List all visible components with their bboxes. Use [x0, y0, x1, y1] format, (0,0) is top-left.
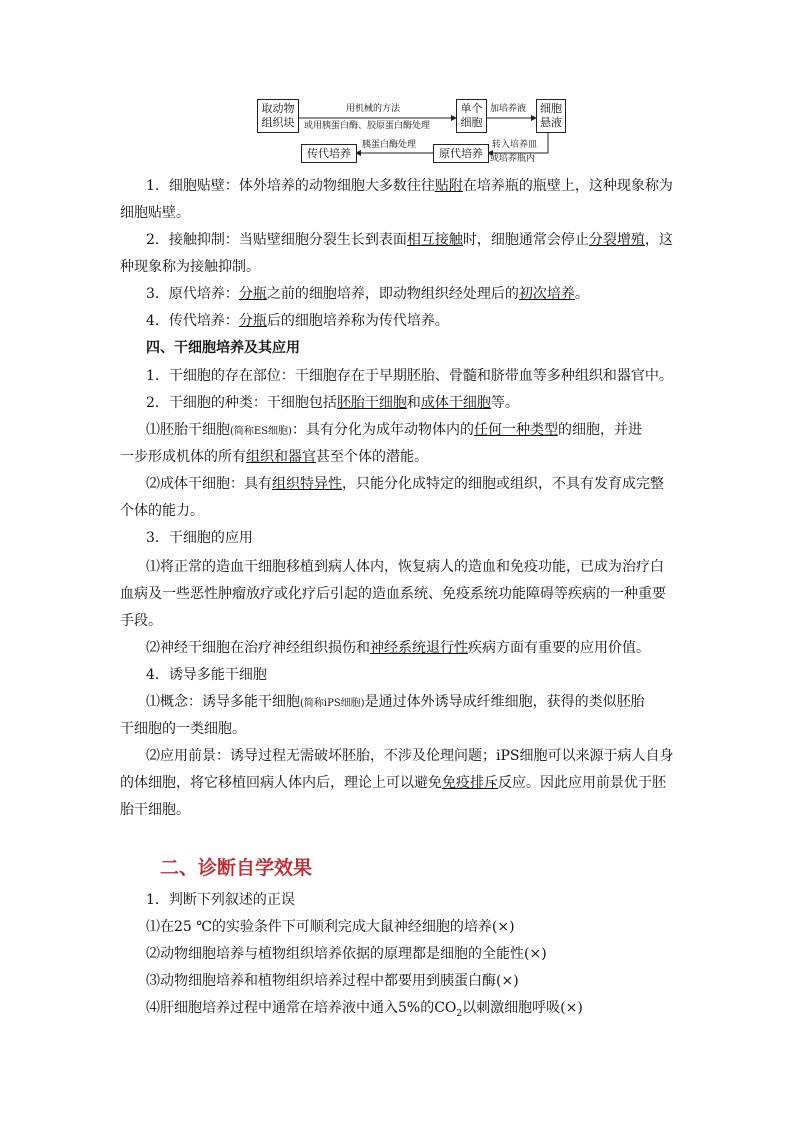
question-item-2: ⑵动物细胞培养与植物组织培养依据的原理都是细胞的全能性(×) — [146, 946, 547, 962]
section-title-self-check: 二、诊断自学效果 — [160, 857, 313, 879]
item-ips-prospects-cont: 的体细胞，将它移植回病人体内后，理论上可以避免免疫排斥反应。因此应用前景优于胚 — [120, 775, 666, 791]
item-stem-cell-location: 1．干细胞的存在部位：干细胞存在于早期胚胎、骨髓和脐带血等多种组织和器官中。 — [146, 368, 673, 384]
label-or-flask: 或培养瓶内 — [490, 154, 536, 164]
item-ips-prospects: ⑵应用前景：诱导过程无需破坏胚胎，不涉及伦理问题；iPS细胞可以来源于病人自身 — [146, 748, 674, 764]
label-transfer-dish: 转入培养皿 — [492, 140, 538, 150]
item-hematopoietic: ⑴将正常的造血干细胞移植到病人体内，恢复病人的造血和免疫功能，已成为治疗白 — [146, 559, 664, 575]
item-hematopoietic-cont: 血病及一些恶性肿瘤放疗或化疗后引起的造血系统、免疫系统功能障碍等疾病的一种重要 — [120, 586, 666, 602]
question-item-1: ⑴在25 ℃的实验条件下可顺利完成大鼠神经细胞的培养(×) — [146, 919, 515, 935]
question-item-3: ⑶动物细胞培养和植物组织培养过程中都要用到胰蛋白酶(×) — [146, 973, 519, 989]
item-adult-stem-cells-cont: 个体的能力。 — [120, 503, 204, 519]
question-item-4: ⑷肝细胞培养过程中通常在培养液中通入5%的$CO_2$以刺激细胞呼吸(×) — [146, 1000, 583, 1019]
item-stem-cell-types: 2．干细胞的种类：干细胞包括胚胎干细胞和成体干细胞等。 — [146, 395, 519, 411]
item-ips-concept: ⑴概念：诱导多能干细胞(简称iPS细胞)是通过体外诱导成纤维细胞，获得的类似胚胎 — [146, 694, 645, 710]
item-stem-cell-applications: 3．干细胞的应用 — [146, 530, 253, 546]
item-cell-adhesion-cont: 细胞贴壁。 — [120, 205, 190, 221]
item-passage-culture: 4．传代培养：分瓶后的细胞培养称为传代培养。 — [146, 313, 449, 329]
box-single-cell: 单个 细胞 — [456, 99, 487, 133]
label-add-medium: 加培养液 — [490, 104, 527, 114]
item-ips-concept-cont: 干细胞的一类细胞。 — [120, 721, 246, 737]
item-primary-culture: 3．原代培养：分瓶之前的细胞培养，即动物组织经处理后的初次培养。 — [146, 286, 589, 302]
item-ips-prospects-end: 胎干细胞。 — [120, 802, 190, 818]
item-contact-inhibition-cont: 种现象称为接触抑制。 — [120, 259, 260, 275]
box-cell-suspension: 细胞 悬液 — [536, 99, 566, 133]
heading-stem-cells: 四、干细胞培养及其应用 — [146, 340, 300, 356]
label-mechanical-method: 用机械的方法 — [346, 104, 401, 114]
item-contact-inhibition: 2．接触抑制：当贴壁细胞分裂生长到表面相互接触时，细胞通常会停止分裂增殖，这 — [146, 232, 673, 248]
box-primary-culture: 原代培养 — [433, 144, 489, 163]
box-tissue: 取动物 组织块 — [257, 99, 299, 133]
item-adult-stem-cells: ⑵成体干细胞：具有组织特异性，只能分化成特定的细胞或组织，不具有发育成完整 — [146, 476, 664, 492]
item-hematopoietic-end: 手段。 — [120, 613, 162, 629]
box-passage-culture: 传代培养 — [301, 144, 357, 163]
item-ips-heading: 4．诱导多能干细胞 — [146, 667, 267, 683]
item-cell-adhesion: 1．细胞贴壁：体外培养的动物细胞大多数往往贴附在培养瓶的瓶壁上，这种现象称为 — [146, 178, 673, 194]
cell-culture-flow-diagram — [250, 92, 570, 170]
label-trypsin-collagenase: 或用胰蛋白酶、胶原蛋白酶处理 — [304, 121, 431, 131]
question-true-false: 1．判断下列叙述的正误 — [146, 892, 295, 908]
item-neural-stem-cells: ⑵神经干细胞在治疗神经组织损伤和神经系统退行性疾病方面有重要的应用价值。 — [146, 640, 650, 656]
item-es-cells: ⑴胚胎干细胞(简称ES细胞)：具有分化为成年动物体内的任何一种类型的细胞，并进 — [146, 422, 642, 438]
label-trypsin-treatment: 胰蛋白酶处理 — [362, 140, 417, 150]
item-es-cells-cont: 一步形成机体的所有组织和器官甚至个体的潜能。 — [120, 449, 428, 465]
